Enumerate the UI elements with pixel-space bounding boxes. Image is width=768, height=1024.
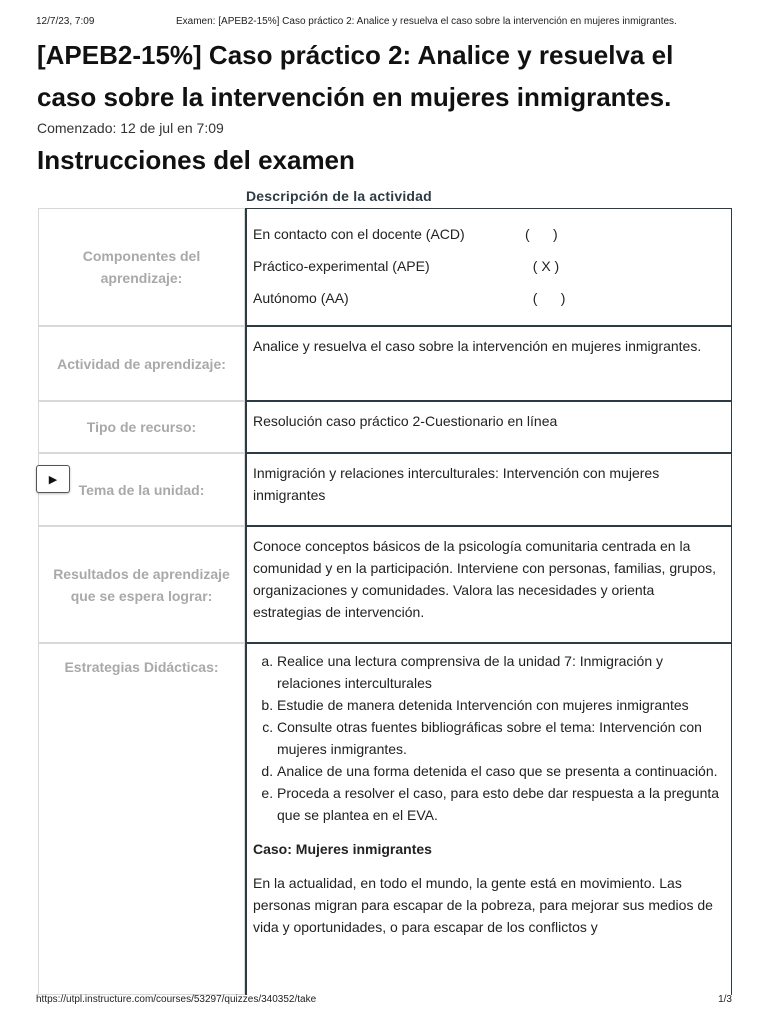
components-value	[245, 208, 732, 326]
page-number: 1/3	[718, 994, 732, 1005]
component-item	[253, 223, 725, 255]
unit-topic-label: Tema de la unidad:	[38, 453, 245, 526]
strategies-list	[253, 650, 725, 826]
table-row-components	[38, 208, 732, 326]
component-item	[253, 287, 725, 319]
component-name: Práctico-experimental (APE)	[253, 258, 430, 274]
resource-type-value: Resolución caso práctico 2-Cuestionario en línea	[245, 401, 732, 453]
table-row-activity	[38, 326, 732, 401]
component-mark: ( X )	[525, 258, 560, 274]
table-row-unit-topic	[38, 453, 732, 526]
component-item	[253, 255, 725, 287]
play-icon: ▶	[48, 473, 58, 486]
components-label: Componentes del aprendizaje:	[38, 208, 245, 326]
list-item: b. Estudie de manera detenida Intervención con mujeres inmigrantes	[277, 694, 725, 716]
list-item: a. Realice una lectura comprensiva de la unidad 7: Inmigración y relaciones interculturales	[277, 650, 725, 694]
component-name: Autónomo (AA)	[253, 290, 349, 306]
strategies-label: Estrategias Didácticas:	[38, 643, 245, 995]
resource-type-label: Tipo de recurso:	[38, 401, 245, 453]
quiz-started-info: Comenzado: 12 de jul en 7:09	[37, 120, 224, 136]
activity-table-caption: Descripción de la actividad	[246, 188, 432, 204]
quiz-title: [APEB2-15%] Caso práctico 2: Analice y resuelva el caso sobre la intervención en mujeres inmigrantes.	[37, 40, 674, 112]
expected-results-label: Resultados de aprendizaje que se espera lograr:	[38, 526, 245, 643]
instructions-heading: Instrucciones del examen	[37, 145, 355, 175]
print-header	[36, 16, 732, 32]
list-item: c. Consulte otras fuentes bibliográficas sobre el tema: Intervención con mujeres inmigrantes.	[277, 716, 725, 760]
unit-topic-value: Inmigración y relaciones interculturales: Intervención con mujeres inmigrantes	[245, 453, 732, 526]
expected-results-value: Conoce conceptos básicos de la psicología comunitaria centrada en la comunidad y en la participación. Interviene con personas, familias, grupos, organizaciones y comunidades. Valora las necesidades y orienta estrategias de intervención.	[245, 526, 732, 643]
activity-label: Actividad de aprendizaje:	[38, 326, 245, 401]
case-title: Caso: Mujeres inmigrantes	[253, 841, 432, 857]
list-item: d. Analice de una forma detenida el caso que se presenta a continuación.	[277, 760, 725, 782]
table-row-strategies	[38, 643, 732, 995]
play-button[interactable]	[36, 465, 70, 493]
print-document-title: Examen: [APEB2-15%] Caso práctico 2: Analice y resuelva el caso sobre la intervención en mujeres inmigrantes.	[176, 16, 677, 27]
print-footer	[36, 994, 732, 1010]
list-item: e. Proceda a resolver el caso, para esto debe dar respuesta a la pregunta que se plantea en el EVA.	[277, 782, 725, 826]
print-url: https://utpl.instructure.com/courses/53297/quizzes/340352/take	[36, 994, 317, 1005]
table-row-expected-results	[38, 526, 732, 643]
activity-value: Analice y resuelva el caso sobre la intervención en mujeres inmigrantes.	[245, 326, 732, 401]
component-name: En contacto con el docente (ACD)	[253, 226, 465, 242]
print-datetime: 12/7/23, 7:09	[36, 16, 95, 27]
component-mark: ( )	[525, 290, 566, 306]
component-mark: ( )	[525, 226, 558, 242]
table-row-resource-type	[38, 401, 732, 453]
strategies-value	[245, 643, 732, 995]
case-text: En la actualidad, en todo el mundo, la gente está en movimiento. Las personas migran para escapar de la pobreza, para mejorar sus medios de vida y oportunidades, o para escapar de los conflictos y	[253, 875, 713, 935]
